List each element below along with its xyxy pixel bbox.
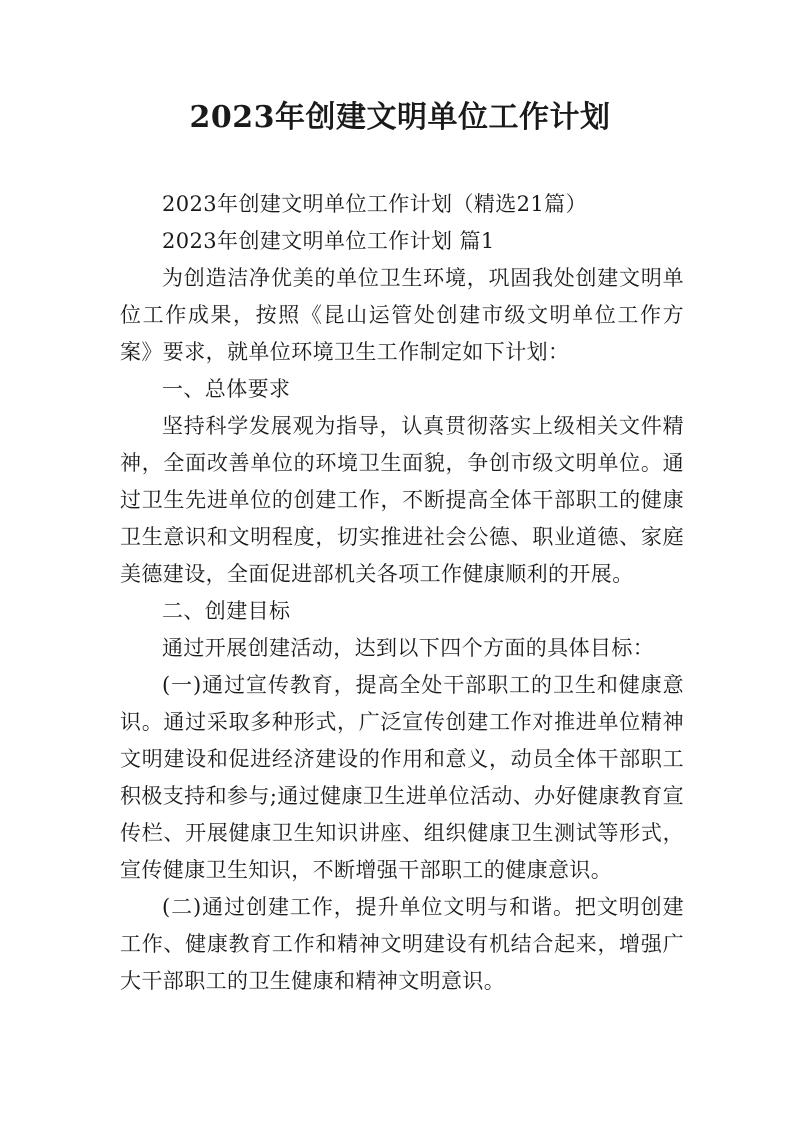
subtitle-paragraph: 2023年创建文明单位工作计划（精选21篇）	[162, 192, 587, 216]
overall-requirements-paragraph: 坚持科学发展观为指导，认真贯彻落实上级相关文件精神，全面改善单位的环境卫生面貌，争创市级文明单位。通过卫生先进单位的创建工作，不断提高全体干部职工的健康卫生意识和文明程度，切实推进社会公德、职业道德、家庭美德建设，全面促进部机关各项工作健康顺利的开展。	[120, 414, 684, 586]
document-title: 2023年创建文明单位工作计划	[189, 100, 611, 135]
section-heading-paragraph: 2023年创建文明单位工作计划 篇1	[162, 229, 495, 253]
goal-one-paragraph: (一)通过宣传教育，提高全处干部职工的卫生和健康意识。通过采取多种形式，广泛宣传创建工作对推进单位精神文明建设和促进经济建设的作用和意义，动员全体干部职工积极支持和参与;通过健康卫生进单位活动、办好健康教育宣传栏、开展健康卫生知识讲座、组织健康卫生测试等形式，宣传健康卫生知识，不断增强干部职工的健康意识。	[120, 673, 684, 882]
goal-two-paragraph: (二)通过创建工作，提升单位文明与和谐。把文明创建工作、健康教育工作和精神文明建设有机结合起来，增强广大干部职工的卫生健康和精神文明意识。	[120, 895, 684, 993]
document-body	[120, 186, 684, 1000]
heading-overall-requirements: 一、总体要求	[162, 377, 291, 401]
intro-paragraph: 为创造洁净优美的单位卫生环境，巩固我处创建文明单位工作成果，按照《昆山运管处创建市级文明单位工作方案》要求，就单位环境卫生工作制定如下计划：	[120, 266, 684, 364]
goals-intro-paragraph: 通过开展创建活动，达到以下四个方面的具体目标：	[162, 636, 655, 660]
heading-creation-goals: 二、创建目标	[162, 599, 291, 623]
